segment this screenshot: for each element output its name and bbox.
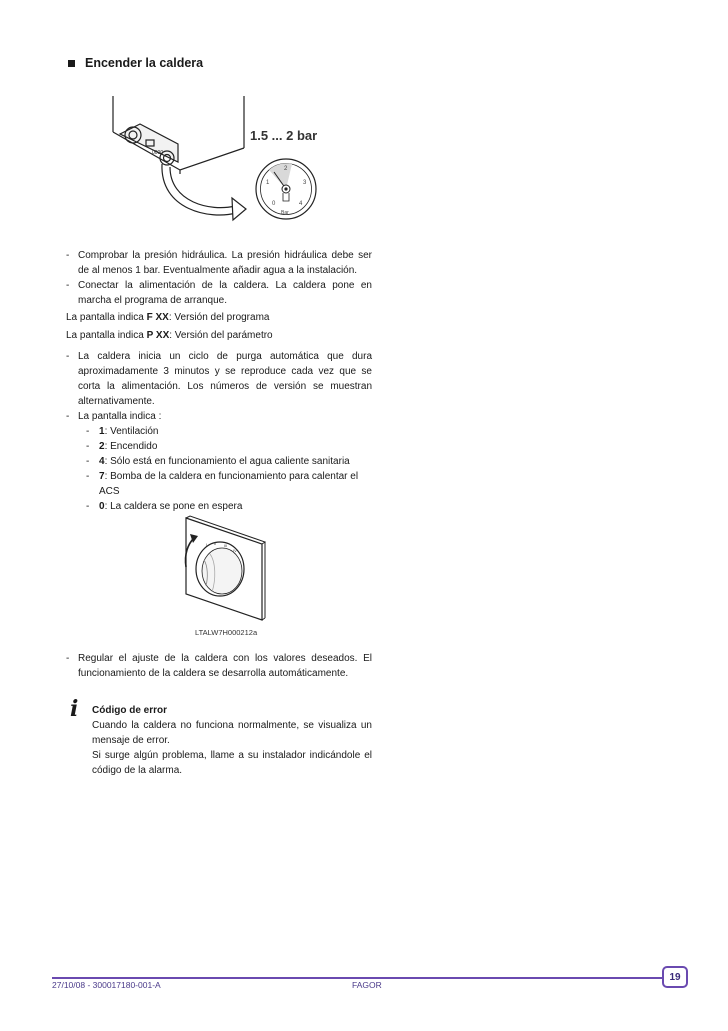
list-item: - La pantalla indica : xyxy=(66,409,372,424)
section-title-text: Encender la caldera xyxy=(85,56,204,70)
display-line: La pantalla indica F XX: Versión del programa xyxy=(66,312,270,323)
curved-arrow-icon xyxy=(162,164,246,220)
list-item: - La caldera inicia un ciclo de purga automática que dura aproximadamente 3 minutos y se reproduce cada vez que se corta la alimentación. Los números de versión se muestran alternativamente. xyxy=(66,349,372,409)
figure-caption: LTALW7H000212a xyxy=(195,628,258,637)
boiler-body xyxy=(113,96,244,174)
svg-text:IV: IV xyxy=(233,548,237,553)
svg-text:II: II xyxy=(214,541,217,546)
section-title xyxy=(68,56,203,70)
sub-list-item: - 4: Sólo está en funcionamiento el agua caliente sanitaria xyxy=(66,454,372,469)
boiler-gauge-figure xyxy=(100,92,380,232)
svg-text:III: III xyxy=(224,543,228,548)
gauge-tick-0: 0 xyxy=(272,201,276,207)
info-text-1: Cuando la caldera no funciona normalmente, se visualiza un mensaje de error. xyxy=(92,720,372,746)
control-knob-figure xyxy=(178,512,268,624)
display-line: La pantalla indica P XX: Versión del parámetro xyxy=(66,330,273,341)
info-icon: i xyxy=(70,696,79,722)
footer-doc-ref: 27/10/08 - 300017180-001-A xyxy=(52,980,161,990)
footer-brand: FAGOR xyxy=(352,980,382,990)
sub-list-item: - 7: Bomba de la caldera en funcionamiento para calentar el ACS xyxy=(66,469,372,499)
svg-text:0000: 0000 xyxy=(152,150,164,156)
list-item: - Conectar la alimentación de la caldera. La caldera pone en marcha el programa de arranque. xyxy=(66,278,372,308)
footer-divider xyxy=(52,977,662,979)
svg-text:I: I xyxy=(206,542,208,547)
pressure-range-label: 1.5 ... 2 bar xyxy=(250,128,318,143)
gauge-tick-2: 2 xyxy=(284,166,288,172)
gauge-tick-4: 4 xyxy=(299,201,303,207)
pressure-gauge xyxy=(256,159,316,219)
sub-list-item: - 0: La caldera se pone en espera xyxy=(66,499,372,514)
list-item: - Regular el ajuste de la caldera con los valores deseados. El funcionamiento de la caldera se desarrolla automáticamente. xyxy=(66,651,372,681)
instructions-block xyxy=(66,248,372,514)
page-number: 19 xyxy=(662,966,688,988)
gauge-tick-3: 3 xyxy=(303,180,307,186)
info-note xyxy=(92,703,372,778)
gauge-unit-label: Bar xyxy=(281,210,289,216)
sub-list-item: - 1: Ventilación xyxy=(66,424,372,439)
square-bullet-icon xyxy=(68,60,75,67)
info-title: Código de error xyxy=(92,705,168,716)
info-text-2: Si surge algún problema, llame a su instalador indicándole el código de la alarma. xyxy=(92,750,372,776)
list-item: - Comprobar la presión hidráulica. La presión hidráulica debe ser de al menos 1 bar. Eventualmente añadir agua a la instalación. xyxy=(66,248,372,278)
adjust-instruction xyxy=(66,651,372,681)
gauge-tick-1: 1 xyxy=(266,180,270,186)
sub-list-item: - 2: Encendido xyxy=(66,439,372,454)
